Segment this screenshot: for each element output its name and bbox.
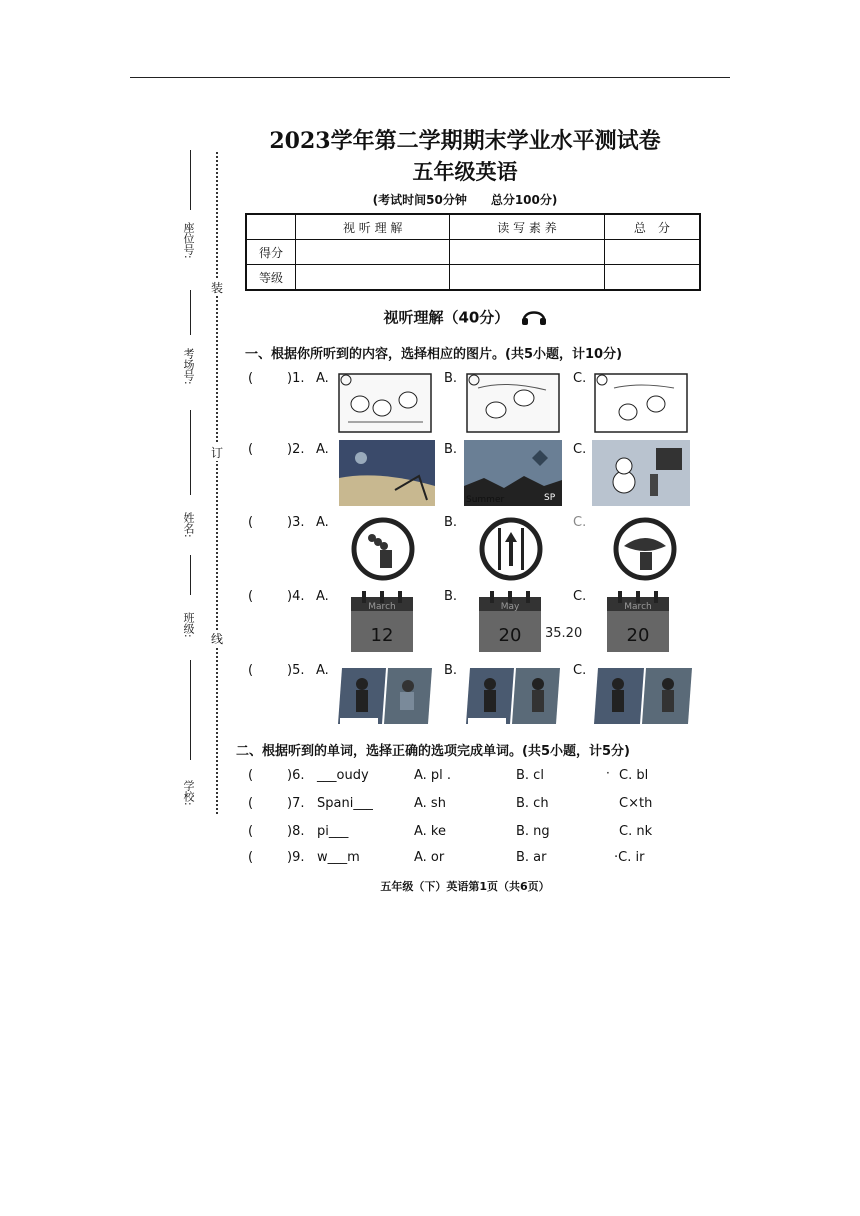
grade-row-label: 等级	[246, 265, 296, 291]
answer-paren[interactable]: (	[248, 796, 254, 811]
score-table-corner	[246, 214, 296, 240]
calendar-b[interactable]	[478, 591, 542, 653]
option-a[interactable]: A. ke	[414, 824, 446, 839]
option-a[interactable]: A. pl .	[414, 768, 452, 783]
question-number: )5.	[287, 663, 305, 678]
answer-paren[interactable]: (	[248, 515, 254, 530]
option-b-label: B.	[444, 442, 458, 457]
option-a-label: A.	[316, 442, 329, 457]
word-blank: pi___	[317, 824, 349, 839]
option-b[interactable]: B. cl	[516, 768, 544, 783]
answer-paren[interactable]: (	[248, 371, 254, 386]
listening-section-label: 视听理解（40分）	[383, 308, 510, 327]
word-blank: ___oudy	[317, 768, 369, 783]
option-c-label: C.	[573, 371, 587, 386]
top-rule	[130, 77, 730, 78]
queue-sign-icon[interactable]	[350, 516, 416, 582]
binding-field-line	[190, 150, 191, 210]
part2-heading: 二、根据听到的单词，选择正确的选项完成单词。(共5小题，计5分)	[236, 744, 630, 759]
question-number: )3.	[287, 515, 305, 530]
handwritten-note: 35.20	[545, 626, 583, 641]
answer-paren[interactable]: (	[248, 850, 254, 865]
option-b-label: B.	[444, 515, 458, 530]
calendar-b-month: May	[500, 602, 520, 612]
question-number: )2.	[287, 442, 305, 457]
question-number: )8.	[287, 824, 305, 839]
score-cell[interactable]	[450, 240, 604, 265]
option-a-label: A.	[316, 371, 329, 386]
option-b[interactable]: B. ar	[516, 850, 547, 865]
binding-field-line	[190, 290, 191, 335]
word-blank: w___m	[317, 850, 360, 865]
calendar-c[interactable]	[606, 591, 670, 653]
option-a-label: A.	[316, 515, 329, 530]
option-b[interactable]: B. ch	[516, 796, 549, 811]
question-number: )6.	[287, 768, 305, 783]
name-label: 姓名:	[182, 512, 195, 538]
option-a[interactable]: A. sh	[414, 796, 446, 811]
question-number: )7.	[287, 796, 305, 811]
exam-title: 2023学年第二学期期末学业水平测试卷	[269, 128, 661, 154]
binding-field-line	[190, 410, 191, 495]
option-a-label: A.	[316, 589, 329, 604]
option-c[interactable]: C×th	[619, 796, 653, 811]
score-col-listening: 视 听 理 解	[296, 214, 450, 240]
question-number: )9.	[287, 850, 305, 865]
grade-cell[interactable]	[604, 265, 700, 291]
exam-info: (考试时间50分钟 总分100分)	[372, 193, 558, 207]
word-blank: Spani___	[317, 796, 373, 811]
headphone-icon	[521, 306, 547, 330]
binding-field-line	[190, 660, 191, 760]
binding-mark-zhuang: 装	[211, 281, 224, 295]
exam-room-label: 考场号:	[182, 348, 195, 385]
pen-mark: ·	[606, 766, 610, 780]
question-number: )1.	[287, 371, 305, 386]
score-col-total: 总 分	[604, 214, 700, 240]
puppies-picture-c[interactable]	[594, 370, 689, 434]
school-label: 学校:	[182, 780, 195, 806]
score-row-label: 得分	[246, 240, 296, 265]
binding-field-line	[190, 555, 191, 595]
one-way-sign-icon[interactable]	[478, 516, 544, 582]
chores-picture-b[interactable]	[466, 664, 562, 728]
option-c-label: C.	[573, 663, 587, 678]
answer-paren[interactable]: (	[248, 768, 254, 783]
beach-picture-a[interactable]	[339, 440, 435, 506]
no-talking-sign-icon[interactable]	[612, 516, 678, 582]
calendar-a[interactable]	[350, 591, 414, 653]
option-c-label: C.	[573, 589, 587, 604]
binding-mark-xian: 线	[211, 632, 224, 646]
option-b-label: B.	[444, 663, 458, 678]
grade-cell[interactable]	[296, 265, 450, 291]
answer-paren[interactable]: (	[248, 442, 254, 457]
seat-number-label: 座位号:	[182, 222, 195, 259]
summer-text: Summer	[466, 495, 505, 505]
score-col-reading: 读 写 素 养	[450, 214, 604, 240]
sp-text: SP	[544, 493, 556, 503]
score-table	[245, 213, 701, 291]
page-footer: 五年级（下）英语第1页（共6页）	[380, 880, 550, 893]
calendar-a-month: March	[368, 602, 396, 612]
score-cell[interactable]	[296, 240, 450, 265]
calendar-a-day: 12	[370, 625, 394, 646]
calendar-b-day: 20	[498, 625, 522, 646]
answer-paren[interactable]: (	[248, 824, 254, 839]
listening-section-title	[230, 306, 700, 330]
answer-paren[interactable]: (	[248, 589, 254, 604]
puppies-picture-b[interactable]	[466, 370, 561, 434]
binding-dotted-line	[216, 152, 218, 814]
option-c-label: C.	[573, 515, 587, 530]
binding-mark-ding: 订	[211, 446, 224, 460]
question-number: )4.	[287, 589, 305, 604]
exam-subject: 五年级英语	[412, 159, 518, 184]
option-b-label: B.	[444, 589, 458, 604]
score-cell[interactable]	[604, 240, 700, 265]
option-a[interactable]: A. or	[414, 850, 445, 865]
calendar-c-month: March	[624, 602, 652, 612]
option-c[interactable]: C. nk	[619, 824, 653, 839]
chores-picture-c[interactable]	[594, 664, 694, 728]
option-a-label: A.	[316, 663, 329, 678]
option-c[interactable]: C. bl	[619, 768, 649, 783]
option-c-label: C.	[573, 442, 587, 457]
puppies-picture-a[interactable]	[338, 370, 433, 434]
option-b-label: B.	[444, 371, 458, 386]
chores-picture-a[interactable]	[338, 664, 434, 728]
snowman-picture-c[interactable]	[592, 440, 690, 506]
option-b[interactable]: B. ng	[516, 824, 550, 839]
calendar-c-day: 20	[626, 625, 650, 646]
option-c[interactable]: ·C. ir	[614, 850, 645, 865]
part1-heading: 一、根据你所听到的内容，选择相应的图片。(共5小题，计10分)	[245, 347, 623, 362]
grade-cell[interactable]	[450, 265, 604, 291]
answer-paren[interactable]: (	[248, 663, 254, 678]
class-label: 班级:	[182, 612, 195, 638]
kite-picture-b[interactable]	[464, 440, 562, 506]
